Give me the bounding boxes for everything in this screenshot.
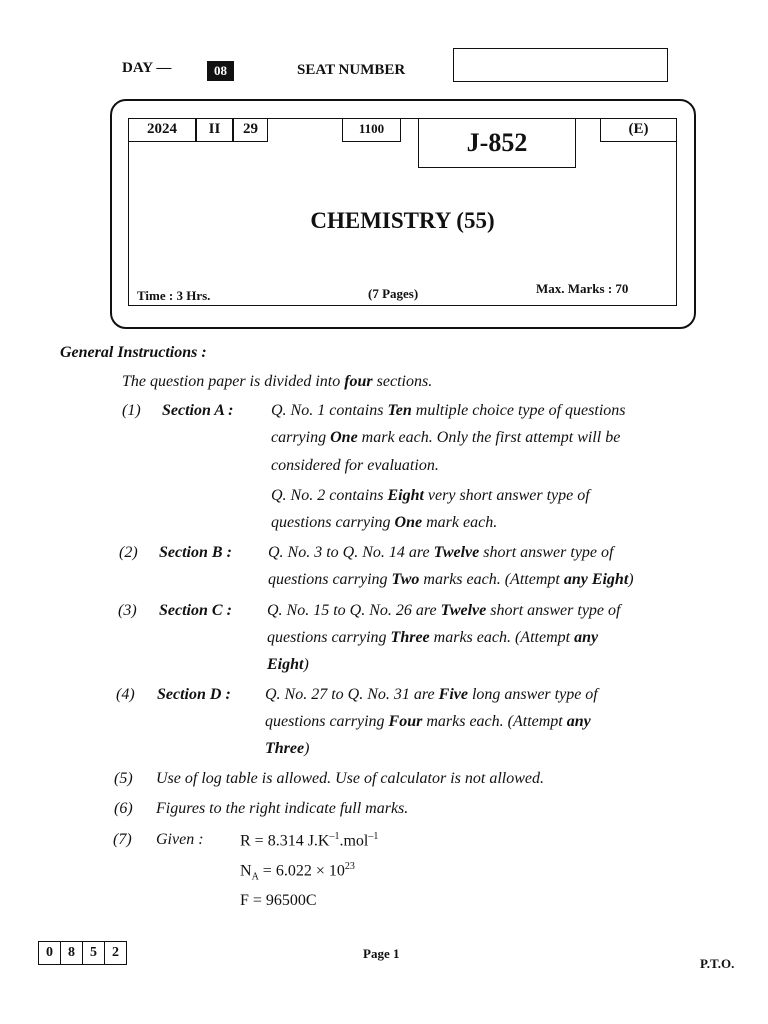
section-a-line-4 — [271, 487, 590, 505]
text-bold: Three — [390, 629, 430, 646]
avogadro-number — [240, 861, 355, 883]
text-bold: any — [574, 629, 599, 646]
page-count: (7 Pages) — [368, 286, 419, 301]
seat-number-box[interactable] — [453, 48, 668, 82]
text: Q. No. 2 contains — [271, 487, 388, 504]
section-a-label: Section A : — [162, 402, 234, 419]
text-bold: any — [566, 713, 591, 730]
text: carrying — [271, 429, 331, 446]
text: marks each. (Attempt — [422, 713, 567, 730]
section-c-line-3 — [267, 656, 309, 674]
text: very short answer type of — [423, 487, 590, 504]
intro-text: The question paper is divided into — [122, 373, 345, 390]
text: Q. No. 27 to Q. No. 31 are — [265, 686, 439, 703]
instructions-intro — [122, 373, 432, 391]
superscript: –1 — [368, 831, 379, 842]
item-number-1: (1) — [122, 402, 141, 419]
code-digit: 0 — [39, 942, 61, 964]
text: marks each. (Attempt — [429, 629, 575, 646]
page-number: Page 1 — [363, 946, 400, 961]
instruction-full-marks: Figures to the right indicate full marks. — [156, 800, 409, 817]
text: Q. No. 15 to Q. No. 26 are — [267, 602, 441, 619]
text: mark each. Only the first attempt will be — [357, 429, 621, 446]
intro-text-end: sections. — [372, 373, 433, 390]
text: long answer type of — [467, 686, 598, 703]
day-label: DAY — — [122, 60, 172, 76]
subscript: A — [251, 871, 259, 883]
please-turn-over: P.T.O. — [700, 956, 735, 971]
text: questions carrying — [265, 713, 389, 730]
item-number-7: (7) — [113, 831, 132, 848]
item-number-3: (3) — [118, 602, 137, 619]
instruction-log-table: Use of log table is allowed. Use of calculator is not allowed. — [156, 770, 544, 787]
section-a-line-3: considered for evaluation. — [271, 457, 439, 474]
section-c-line-1 — [267, 602, 620, 620]
max-marks: Max. Marks : 70 — [536, 281, 629, 296]
text: ) — [628, 571, 634, 588]
intro-bold: four — [344, 373, 373, 390]
section-c-line-2 — [267, 629, 598, 647]
text: = 6.022 × 10 — [258, 862, 345, 880]
text: mark each. — [422, 514, 498, 531]
text: .mol — [339, 832, 369, 850]
text: questions carrying — [268, 571, 392, 588]
time-duration: Time : 3 Hrs. — [137, 288, 211, 303]
text-bold: Ten — [387, 402, 412, 419]
superscript: –1 — [329, 831, 340, 842]
medium-code: (E) — [600, 118, 677, 142]
code-digit: 8 — [61, 942, 83, 964]
section-d-line-3 — [265, 740, 309, 758]
text-bold: One — [330, 429, 358, 446]
section-b-line-1 — [268, 544, 613, 562]
exam-month: II — [196, 118, 233, 142]
item-number-5: (5) — [114, 770, 133, 787]
section-d-line-1 — [265, 686, 598, 704]
section-a-line-2 — [271, 429, 620, 447]
text-bold: Five — [438, 686, 468, 703]
text: questions carrying — [267, 629, 391, 646]
text: short answer type of — [486, 602, 621, 619]
text: ) — [303, 656, 309, 673]
text-bold: One — [394, 514, 423, 531]
section-d-label: Section D : — [157, 686, 231, 703]
superscript: 23 — [344, 861, 355, 872]
gas-constant — [240, 831, 378, 850]
exam-date: 29 — [233, 118, 268, 142]
text: multiple choice type of questions — [411, 402, 626, 419]
instructions-heading: General Instructions : — [60, 344, 207, 361]
seat-number-label: SEAT NUMBER — [297, 62, 406, 78]
text: questions carrying — [271, 514, 395, 531]
section-b-line-2 — [268, 571, 634, 589]
text-bold: Two — [391, 571, 420, 588]
item-number-6: (6) — [114, 800, 133, 817]
text: Q. No. 3 to Q. No. 14 are — [268, 544, 434, 561]
section-b-label: Section B : — [159, 544, 232, 561]
exam-year: 2024 — [128, 118, 196, 142]
text-bold: Four — [388, 713, 423, 730]
faraday-constant: F = 96500C — [240, 892, 317, 909]
section-c-label: Section C : — [159, 602, 232, 619]
text: N — [240, 862, 252, 880]
text-bold: Eight — [267, 656, 304, 673]
given-label: Given : — [156, 831, 204, 848]
subject-title: CHEMISTRY (55) — [310, 208, 495, 233]
code-digit: 5 — [83, 942, 105, 964]
text-bold: Eight — [387, 487, 424, 504]
code-digit: 2 — [112, 945, 119, 960]
paper-code: J-852 — [418, 118, 576, 168]
exam-time-code: 1100 — [342, 118, 401, 142]
text-bold: Twelve — [440, 602, 487, 619]
text: ) — [304, 740, 310, 757]
section-a-line-5 — [271, 514, 497, 532]
section-a-line-1 — [271, 402, 626, 420]
day-number: 08 — [207, 61, 234, 81]
text: marks each. (Attempt — [419, 571, 564, 588]
text: R = 8.314 J.K — [240, 832, 330, 850]
text-bold: any Eight — [563, 571, 629, 588]
text: Q. No. 1 contains — [271, 402, 388, 419]
text-bold: Twelve — [433, 544, 480, 561]
paper-code-digits — [38, 941, 127, 965]
text-bold: Three — [265, 740, 305, 757]
item-number-2: (2) — [119, 544, 138, 561]
section-d-line-2 — [265, 713, 591, 731]
item-number-4: (4) — [116, 686, 135, 703]
text: short answer type of — [479, 544, 614, 561]
